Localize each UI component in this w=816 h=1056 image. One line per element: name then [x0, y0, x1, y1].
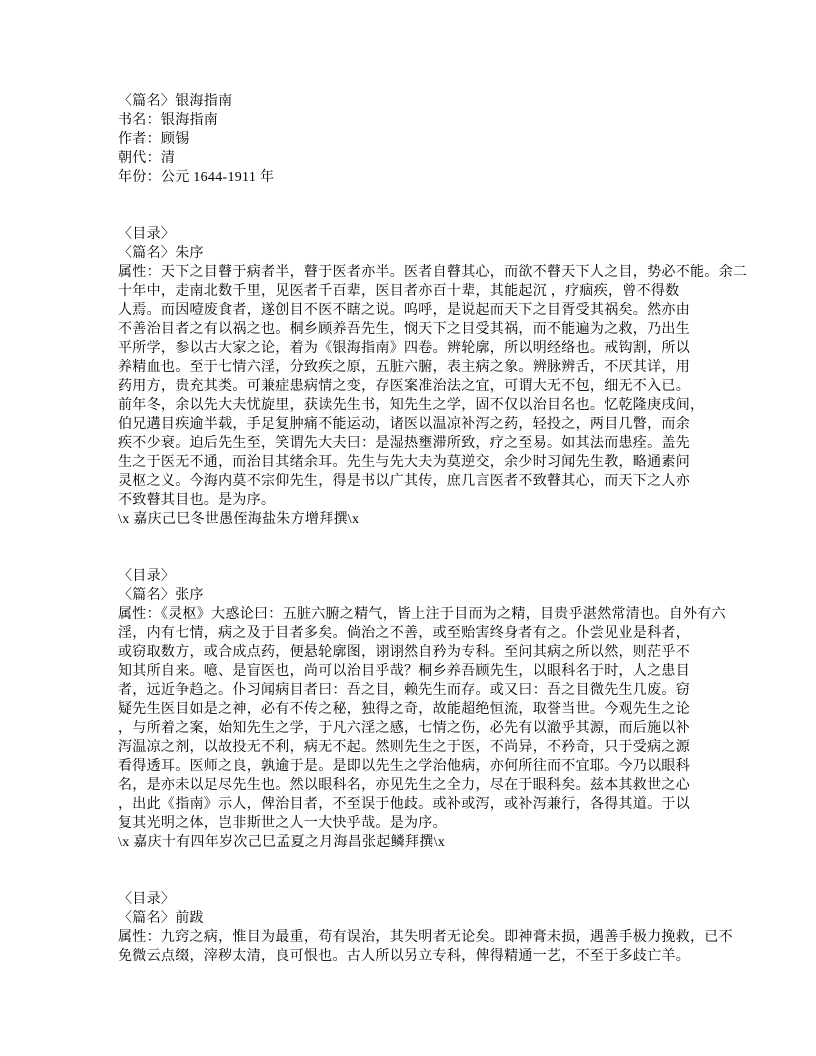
- body-text-line: 名，是亦未以足尽先生也。然以眼科名，亦见先生之全力，尽在于眼科矣。兹本其救世之心: [118, 778, 690, 793]
- header-title-tag: 〈篇名〉银海指南: [118, 94, 233, 109]
- header-year: 年份：公元 1644-1911 年: [118, 170, 275, 185]
- section-body: [118, 605, 768, 833]
- body-text-line: 伯兄遘目疾逾半载，手足复肿痛不能运动，诸医以温凉补泻之药，轻投之，两目几瞥，而余: [118, 417, 690, 432]
- section-title-tag: 〈篇名〉张序: [118, 588, 204, 603]
- body-text-line: 灵枢之义。今海内莫不宗仰先生，得是书以广其传，庶几言医者不致瞽其心，而天下之人亦: [118, 474, 690, 489]
- section-signature: \x 嘉庆己巳冬世愚侄海盐朱方增拜撰\x: [118, 512, 360, 527]
- section-body: [118, 263, 768, 510]
- body-text-line: 不善治目者之有以祸之也。桐乡顾养吾先生，悯天下之目受其祸，而不能遍为之救，乃出生: [118, 322, 690, 337]
- toc-tag: 〈目录〉: [118, 227, 176, 242]
- body-text-line: 疑先生医目如是之神，必有不传之秘，独得之奇，故能超绝恒流，取誉当世。今观先生之论: [118, 702, 690, 717]
- body-text-line: 淫，内有七情，病之及于目者多矣。倘治之不善，或至贻害终身者有之。仆尝见业是科者，: [118, 626, 690, 641]
- section-title-tag: 〈篇名〉前跋: [118, 911, 204, 926]
- section-body: [118, 928, 768, 966]
- toc-tag: 〈目录〉: [118, 569, 176, 584]
- body-text-line: 生之于医无不通，而治目其绪余耳。先生与先大夫为莫逆交，余少时习闻先生教，略通素问: [118, 455, 690, 470]
- body-text-line: 或窃取数方，或合成点药，便悬轮廓图，诩诩然自矜为专科。至问其病之所以然，则茫乎不: [118, 645, 690, 660]
- body-text-line: 养精血也。至于七情六淫，分致疾之原，五脏六腑，表主病之象。辨脉辨舌，不厌其详，用: [118, 360, 690, 375]
- body-text-line: 属性：天下之目瞽于病者半，瞽于医者亦半。医者自瞽其心，而欲不瞽天下人之目，势必不能。余二: [118, 265, 748, 280]
- section-zhu-preface: [118, 225, 768, 529]
- header-dynasty: 朝代：清: [118, 151, 176, 166]
- body-text-line: 十年中，走南北数千里，见医者千百辈，医目者亦百十辈，其能起沉 ，疗痼疾，曾不得数: [118, 284, 680, 299]
- body-text-line: 平所学，参以古大家之论，着为《银海指南》四卷。辨轮廓，所以明经络也。戒钩割，所以: [118, 341, 690, 356]
- body-text-line: 前年冬，余以先大夫忧旋里，获读先生书，知先生之学，固不仅以治目名也。忆乾隆庚戌间，: [118, 398, 705, 413]
- body-text-line: 知其所自来。噫、是盲医也，尚可以治目乎哉？桐乡养吾顾先生，以眼科名于时，人之患目: [118, 664, 690, 679]
- body-text-line: ，与所着之案，始知先生之学，于凡六淫之感，七情之伤，必先有以澈乎其源，而后施以补: [118, 721, 690, 736]
- section-qian-ba: [118, 890, 768, 966]
- body-text-line: 属性：九窍之病，惟目为最重，苟有误治，其失明者无论矣。即神膏未损，遇善手极力挽救，已不: [118, 930, 733, 945]
- header-author: 作者：顾锡: [118, 132, 190, 147]
- body-text-line: 不致瞽其目也。是为序。: [118, 493, 276, 508]
- document-header: [118, 92, 768, 187]
- toc-tag: 〈目录〉: [118, 892, 176, 907]
- body-text-line: 复其光明之体，岂非斯世之人一大快乎哉。是为序。: [118, 816, 447, 831]
- body-text-line: 免微云点缀，滓秽太清，良可恨也。古人所以另立专科，俾得精通一艺，不至于多歧亡羊。: [118, 949, 690, 964]
- body-text-line: 属性：《灵枢》大惑论曰：五脏六腑之精气，皆上注于目而为之精，目贵乎湛然常清也。自外有六: [118, 607, 726, 622]
- body-text-line: 药用方，贵充其类。可兼症患病情之变，存医案准治法之宜，可谓大无不包，细无不入已。: [118, 379, 690, 394]
- section-signature: \x 嘉庆十有四年岁次己巳孟夏之月海昌张起鳞拜撰\x: [118, 835, 446, 850]
- section-zhang-preface: [118, 567, 768, 852]
- body-text-line: 人焉。而因噎废食者，遂创目不医不瞎之说。呜呼，是说起而天下之目胥受其祸矣。然亦由: [118, 303, 690, 318]
- body-text-line: ，出此《指南》示人，俾治目者，不至误于他歧。或补或泻，或补泻兼行，各得其道。于以: [118, 797, 690, 812]
- document-content: [118, 92, 768, 966]
- header-book-name: 书名：银海指南: [118, 113, 219, 128]
- body-text-line: 看得透耳。医师之良，孰逾于是。是即以先生之学治他病，亦何所往而不宜耶。今乃以眼科: [118, 759, 690, 774]
- body-text-line: 疾不少衰。迫后先生至，笑谓先大夫曰：是湿热壅滞所致，疗之至易。如其法而患痊。盖先: [118, 436, 690, 451]
- body-text-line: 者，远近争趋之。仆习闻病目者曰：吾之目，赖先生而存。或又曰：吾之目微先生几废。窃: [118, 683, 690, 698]
- body-text-line: 泻温凉之剂，以故投无不利，病无不起。然则先生之于医，不尚异，不矜奇，只于受病之源: [118, 740, 690, 755]
- section-title-tag: 〈篇名〉朱序: [118, 246, 204, 261]
